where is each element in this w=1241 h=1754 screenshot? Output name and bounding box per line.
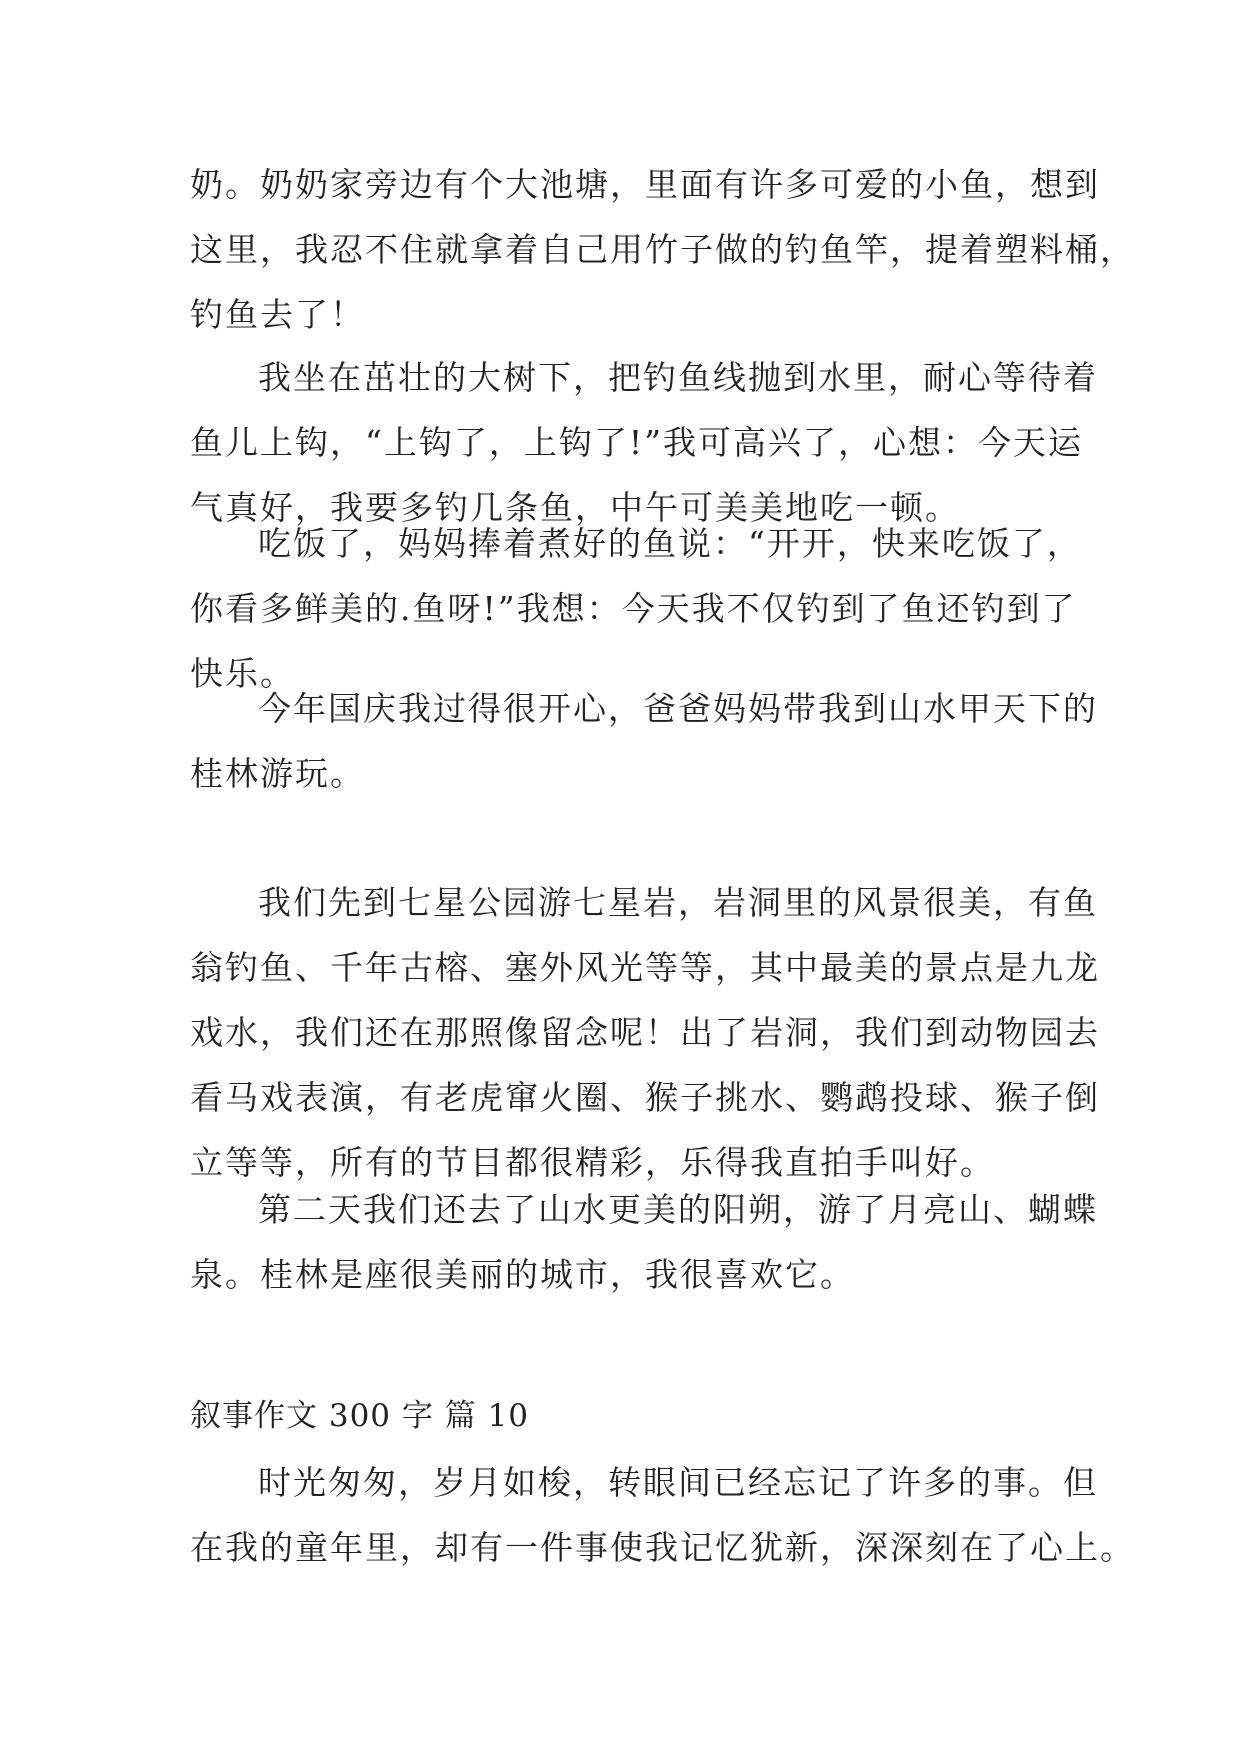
- text-line: 快乐。: [190, 654, 295, 693]
- text-line: 今年国庆我过得很开心，爸爸妈妈带我到山水甲天下的: [258, 689, 1098, 728]
- text-line: 立等等，所有的节目都很精彩，乐得我直拍手叫好。: [190, 1143, 995, 1182]
- text-line: 这里，我忍不住就拿着自己用竹子做的钓鱼竿，提着塑料桶，: [190, 230, 1135, 269]
- paragraph-6: [190, 1177, 1098, 1307]
- text-line: 翁钓鱼、千年古榕、塞外风光等等，其中最美的景点是九龙: [190, 948, 1100, 987]
- paragraph-5: [190, 870, 1100, 1195]
- text-line: 第二天我们还去了山水更美的阳朔，游了月亮山、蝴蝶: [258, 1190, 1098, 1229]
- paragraph-1: [190, 152, 1135, 347]
- paragraph-7: [190, 1450, 1135, 1580]
- text-line: 看马戏表演，有老虎窜火圈、猴子挑水、鹦鹉投球、猴子倒: [190, 1078, 1100, 1117]
- text-line: 时光匆匆，岁月如梭，转眼间已经忘记了许多的事。但: [258, 1463, 1098, 1502]
- text-line: 吃饭了，妈妈捧着煮好的鱼说：“开开，快来吃饭了，: [258, 524, 1082, 563]
- text-line: 桂林游玩。: [190, 754, 365, 793]
- text-line: 戏水，我们还在那照像留念呢！出了岩洞，我们到动物园去: [190, 1013, 1100, 1052]
- text-line: 气真好，我要多钓几条鱼，中午可美美地吃一顿。: [190, 488, 960, 527]
- text-line: 泉。桂林是座很美丽的城市，我很喜欢它。: [190, 1255, 855, 1294]
- text-line: 我们先到七星公园游七星岩，岩洞里的风景很美，有鱼: [258, 883, 1098, 922]
- text-line: 鱼儿上钩，“上钩了，上钩了!”我可高兴了，心想：今天运: [190, 423, 1084, 462]
- text-line: 你看多鲜美的.鱼呀!”我想：今天我不仅钓到了鱼还钓到了: [190, 589, 1077, 628]
- paragraph-4: [190, 676, 1098, 806]
- text-line: 我坐在茁壮的大树下，把钓鱼线抛到水里，耐心等待着: [258, 358, 1098, 397]
- text-line: 钓鱼去了！: [190, 295, 365, 334]
- section-heading: 叙事作文 300 字 篇 10: [190, 1398, 530, 1434]
- text-line: 奶。奶奶家旁边有个大池塘，里面有许多可爱的小鱼，想到: [190, 165, 1100, 204]
- text-line: 在我的童年里，却有一件事使我记忆犹新，深深刻在了心上。: [190, 1528, 1135, 1567]
